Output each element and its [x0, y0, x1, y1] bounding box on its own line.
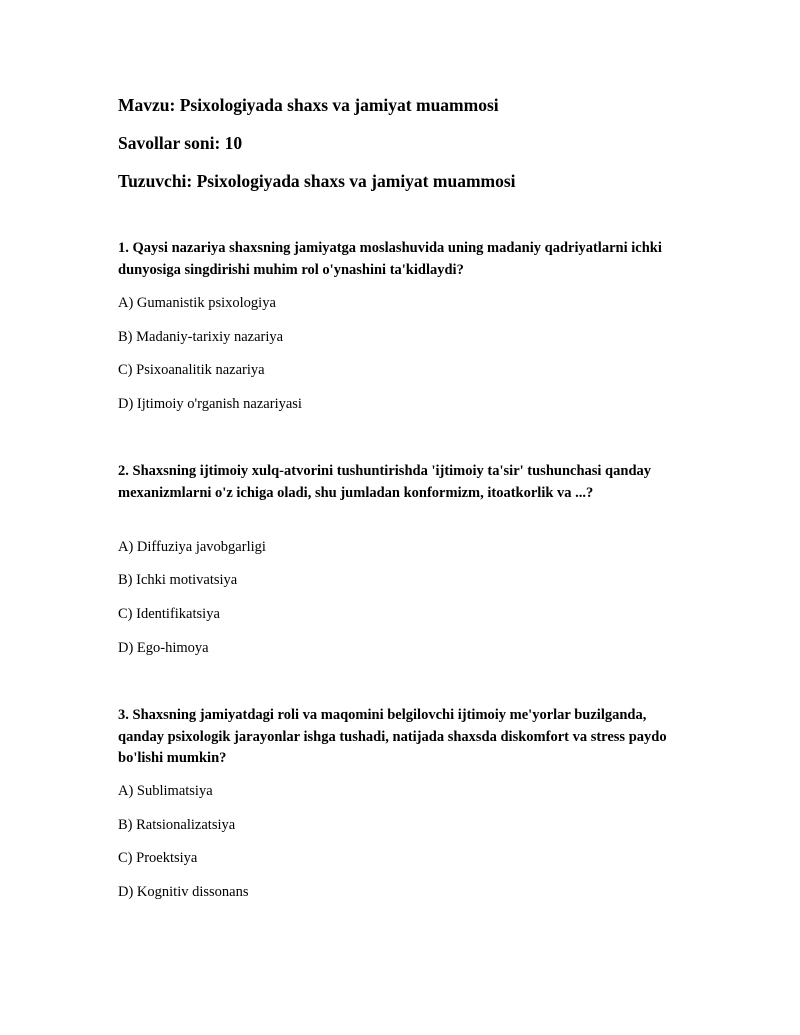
question-1-option-b: B) Madaniy-tarixiy nazariya [118, 329, 284, 345]
question-3-option-a: A) Sublimatsiya [118, 783, 213, 799]
question-1-option-a: A) Gumanistik psixologiya [118, 295, 276, 311]
question-3-option-c: C) Proektsiya [118, 850, 198, 866]
question-2-option-c: C) Identifikatsiya [118, 606, 220, 622]
topic-heading: Mavzu: Psixologiyada shaxs va jamiyat muammosi [118, 95, 499, 115]
question-3-text: 3. Shaxsning jamiyatdagi roli va maqomini belgilovchi ijtimoiy me'yorlar buzilganda, qanday psixologik jarayonlar ishga tushadi, natijada shaxsda diskomfort va stress paydo bo'lishi mumkin? [118, 707, 667, 766]
question-3-option-d: D) Kognitiv dissonans [118, 884, 249, 900]
question-2-option-a: A) Diffuziya javobgarligi [118, 539, 266, 555]
question-3-option-b: B) Ratsionalizatsiya [118, 817, 236, 833]
question-count-heading: Savollar soni: 10 [118, 133, 243, 153]
question-2-text: 2. Shaxsning ijtimoiy xulq-atvorini tushuntirishda 'ijtimoiy ta'sir' tushunchasi qanday mexanizmlarni o'z ichiga oladi, shu jumladan konformizm, itoatkorlik va ...? [118, 463, 652, 501]
question-1-text: 1. Qaysi nazariya shaxsning jamiyatga moslashuvida uning madaniy qadriyatlarni ichki dunyosiga singdirishi muhim rol o'ynashini ta'kidlaydi? [118, 240, 662, 278]
author-heading: Tuzuvchi: Psixologiyada shaxs va jamiyat muammosi [118, 171, 516, 191]
question-1-option-d: D) Ijtimoiy o'rganish nazariyasi [118, 396, 302, 412]
question-1-option-c: C) Psixoanalitik nazariya [118, 362, 265, 378]
question-2-option-d: D) Ego-himoya [118, 640, 209, 656]
question-2-option-b: B) Ichki motivatsiya [118, 572, 238, 588]
